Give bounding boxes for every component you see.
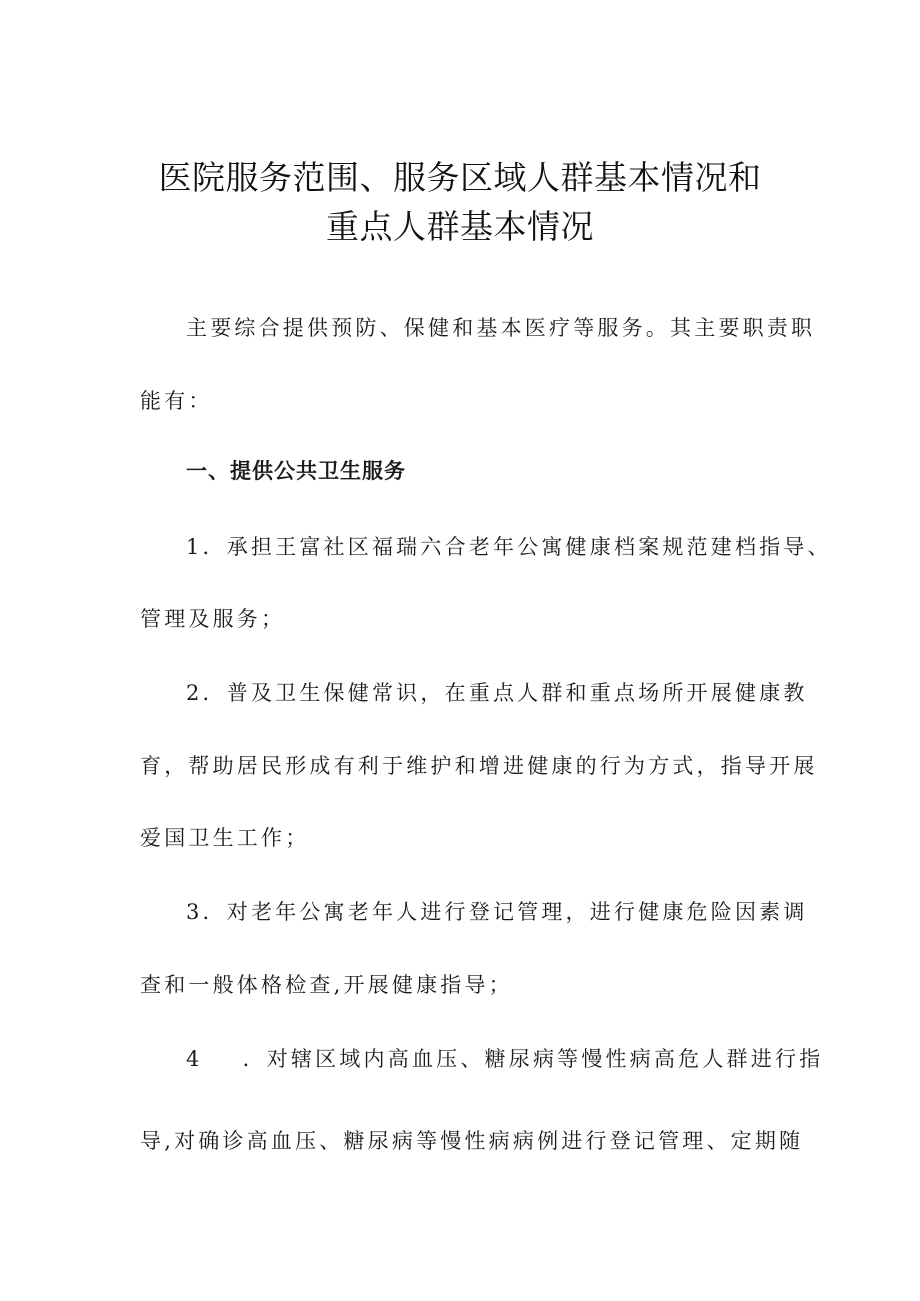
item-3-line-1: 3．对老年公寓老年人进行登记管理，进行健康危险因素调 <box>186 900 808 924</box>
item-2-line-2: 育，帮助居民形成有利于维护和增进健康的行为方式，指导开展 <box>140 754 818 778</box>
item-1-line-2: 管理及服务； <box>140 607 286 631</box>
item-4-line-1-text: ．对辖区域内高血压、糖尿病等慢性病高危人群进行指 <box>242 1047 824 1071</box>
section-heading-public-health: 一、提供公共卫生服务 <box>186 459 406 483</box>
item-2-line-1: 2．普及卫生保健常识，在重点人群和重点场所开展健康教 <box>186 681 808 705</box>
document-title-line-1: 医院服务范围、服务区域人群基本情况和 <box>158 158 762 197</box>
item-4-number: 4 <box>186 1047 203 1071</box>
item-3-line-2: 查和一般体格检查,开展健康指导； <box>140 973 513 997</box>
document-title-line-2: 重点人群基本情况 <box>326 207 594 246</box>
intro-paragraph-line-1: 主要综合提供预防、保健和基本医疗等服务。其主要职责职 <box>186 316 816 340</box>
item-4-line-1 <box>186 1043 846 1073</box>
item-1-line-1: 1．承担王富社区福瑞六合老年公寓健康档案规范建档指导、 <box>186 535 832 559</box>
item-4-line-2: 导,对确诊高血压、糖尿病等慢性病病例进行登记管理、定期随 <box>140 1129 804 1153</box>
intro-paragraph-line-2: 能有： <box>140 389 213 413</box>
item-2-line-3: 爱国卫生工作； <box>140 826 310 850</box>
